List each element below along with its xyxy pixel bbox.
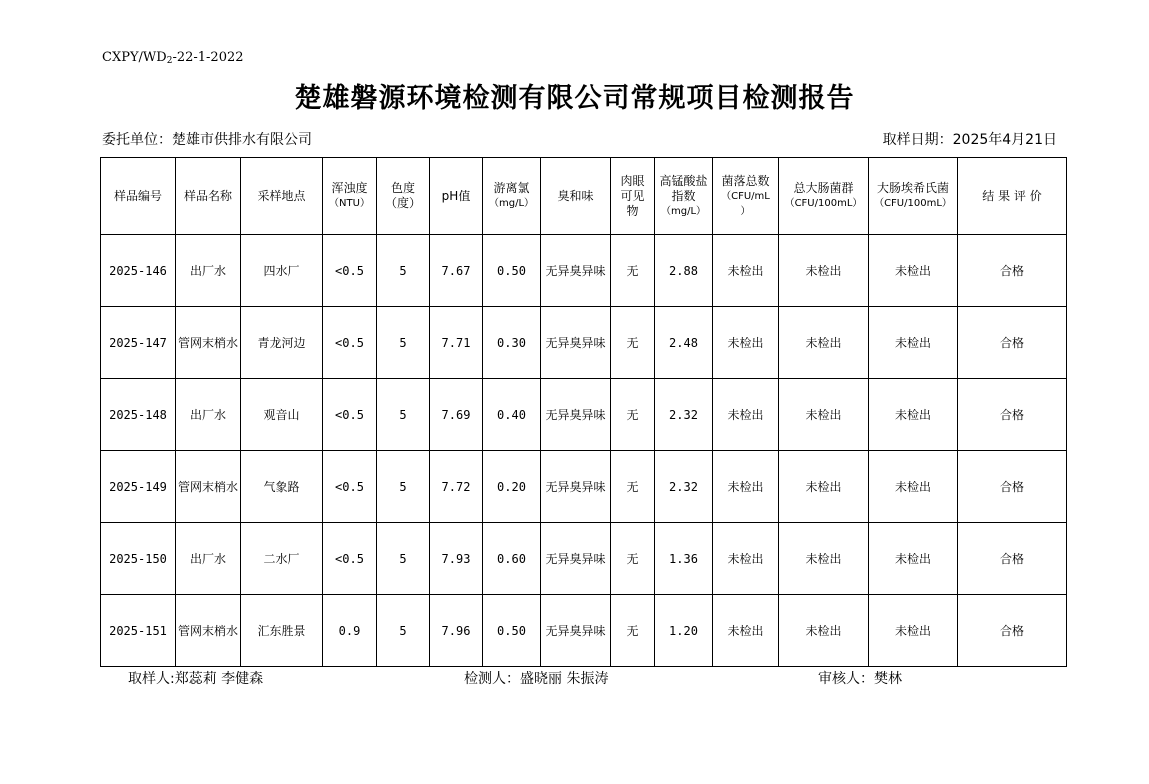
- cell-permanganate: 1.20: [655, 595, 713, 667]
- cell-result: 合格: [958, 235, 1067, 307]
- cell-permanganate: 1.36: [655, 523, 713, 595]
- cell-ecoli: 未检出: [869, 451, 958, 523]
- cell-visible-matter: 无: [611, 595, 655, 667]
- cell-turbidity: <0.5: [323, 235, 377, 307]
- cell-location: 二水厂: [241, 523, 323, 595]
- header-odor: 臭和味: [541, 158, 611, 235]
- doc-code-suffix: -22-1-2022: [172, 50, 244, 65]
- cell-colony-count: 未检出: [713, 451, 779, 523]
- cell-ph: 7.67: [430, 235, 483, 307]
- table-row: [101, 379, 1067, 451]
- sampler-signature: 取样人:郑蕊莉 李健森: [128, 671, 264, 687]
- header-permanganate: 高锰酸盐 指数 （mg/L）: [655, 158, 713, 235]
- cell-result: 合格: [958, 307, 1067, 379]
- cell-color: 5: [377, 451, 430, 523]
- cell-turbidity: <0.5: [323, 451, 377, 523]
- table-row: [101, 523, 1067, 595]
- cell-permanganate: 2.32: [655, 379, 713, 451]
- cell-chlorine: 0.50: [483, 235, 541, 307]
- cell-sample-no: 2025-149: [101, 451, 176, 523]
- cell-color: 5: [377, 595, 430, 667]
- client-info: [102, 129, 312, 149]
- cell-odor: 无异臭异味: [541, 451, 611, 523]
- cell-ecoli: 未检出: [869, 379, 958, 451]
- cell-colony-count: 未检出: [713, 595, 779, 667]
- cell-odor: 无异臭异味: [541, 379, 611, 451]
- cell-result: 合格: [958, 451, 1067, 523]
- header-coliform: 总大肠菌群 （CFU/100mL）: [779, 158, 869, 235]
- cell-coliform: 未检出: [779, 595, 869, 667]
- cell-ph: 7.72: [430, 451, 483, 523]
- cell-colony-count: 未检出: [713, 523, 779, 595]
- cell-sample-no: 2025-148: [101, 379, 176, 451]
- header-sample-no: 样品编号: [101, 158, 176, 235]
- cell-location: 观音山: [241, 379, 323, 451]
- cell-sample-name: 出厂水: [176, 523, 241, 595]
- cell-sample-no: 2025-151: [101, 595, 176, 667]
- cell-ph: 7.96: [430, 595, 483, 667]
- cell-ecoli: 未检出: [869, 523, 958, 595]
- cell-ecoli: 未检出: [869, 307, 958, 379]
- table-row: [101, 451, 1067, 523]
- cell-colony-count: 未检出: [713, 307, 779, 379]
- cell-visible-matter: 无: [611, 235, 655, 307]
- cell-coliform: 未检出: [779, 235, 869, 307]
- client-name: 楚雄市供排水有限公司: [172, 132, 312, 148]
- cell-permanganate: 2.32: [655, 451, 713, 523]
- header-color: 色度 （度）: [377, 158, 430, 235]
- cell-sample-name: 管网末梢水: [176, 307, 241, 379]
- cell-ph: 7.71: [430, 307, 483, 379]
- cell-colony-count: 未检出: [713, 379, 779, 451]
- cell-visible-matter: 无: [611, 307, 655, 379]
- report-title: 楚雄磐源环境检测有限公司常规项目检测报告: [294, 83, 855, 114]
- cell-location: 汇东胜景: [241, 595, 323, 667]
- cell-result: 合格: [958, 523, 1067, 595]
- header-sample-name: 样品名称: [176, 158, 241, 235]
- cell-coliform: 未检出: [779, 523, 869, 595]
- cell-sample-no: 2025-147: [101, 307, 176, 379]
- cell-color: 5: [377, 235, 430, 307]
- cell-location: 青龙河边: [241, 307, 323, 379]
- cell-location: 四水厂: [241, 235, 323, 307]
- cell-sample-no: 2025-146: [101, 235, 176, 307]
- cell-turbidity: <0.5: [323, 379, 377, 451]
- cell-sample-name: 出厂水: [176, 235, 241, 307]
- header-location: 采样地点: [241, 158, 323, 235]
- table-row: [101, 595, 1067, 667]
- header-turbidity: 浑浊度 （NTU）: [323, 158, 377, 235]
- cell-odor: 无异臭异味: [541, 307, 611, 379]
- cell-result: 合格: [958, 379, 1067, 451]
- table-row: [101, 307, 1067, 379]
- header-chlorine: 游离氯 （mg/L）: [483, 158, 541, 235]
- header-visible-matter: 肉眼 可见 物: [611, 158, 655, 235]
- client-label: 委托单位：: [102, 132, 172, 148]
- cell-coliform: 未检出: [779, 379, 869, 451]
- cell-color: 5: [377, 307, 430, 379]
- sampling-date: 2025年4月21日: [952, 132, 1057, 148]
- cell-coliform: 未检出: [779, 451, 869, 523]
- cell-visible-matter: 无: [611, 451, 655, 523]
- sampling-date-info: [883, 129, 1057, 149]
- header-colony-count: 菌落总数 （CFU/mL ）: [713, 158, 779, 235]
- cell-location: 气象路: [241, 451, 323, 523]
- cell-sample-name: 管网末梢水: [176, 595, 241, 667]
- table-header-row: [101, 158, 1067, 235]
- table-row: [101, 235, 1067, 307]
- header-result: 结 果 评 价: [958, 158, 1067, 235]
- cell-coliform: 未检出: [779, 307, 869, 379]
- reviewer-signature: 审核人：樊林: [818, 671, 902, 687]
- cell-permanganate: 2.88: [655, 235, 713, 307]
- cell-odor: 无异臭异味: [541, 523, 611, 595]
- cell-odor: 无异臭异味: [541, 595, 611, 667]
- date-label: 取样日期：: [882, 132, 953, 148]
- header-ecoli: 大肠埃希氏菌 （CFU/100mL）: [869, 158, 958, 235]
- cell-visible-matter: 无: [611, 523, 655, 595]
- cell-ecoli: 未检出: [869, 595, 958, 667]
- cell-permanganate: 2.48: [655, 307, 713, 379]
- cell-sample-name: 出厂水: [176, 379, 241, 451]
- cell-chlorine: 0.20: [483, 451, 541, 523]
- cell-result: 合格: [958, 595, 1067, 667]
- cell-chlorine: 0.60: [483, 523, 541, 595]
- cell-ph: 7.69: [430, 379, 483, 451]
- cell-ecoli: 未检出: [869, 235, 958, 307]
- header-ph: pH值: [430, 158, 483, 235]
- test-results-table: [100, 157, 1067, 667]
- cell-chlorine: 0.50: [483, 595, 541, 667]
- cell-chlorine: 0.30: [483, 307, 541, 379]
- document-code: [102, 50, 244, 66]
- cell-odor: 无异臭异味: [541, 235, 611, 307]
- cell-color: 5: [377, 523, 430, 595]
- cell-turbidity: 0.9: [323, 595, 377, 667]
- cell-visible-matter: 无: [611, 379, 655, 451]
- cell-turbidity: <0.5: [323, 307, 377, 379]
- cell-turbidity: <0.5: [323, 523, 377, 595]
- tester-signature: 检测人：盛晓丽 朱振涛: [464, 671, 609, 687]
- cell-color: 5: [377, 379, 430, 451]
- cell-chlorine: 0.40: [483, 379, 541, 451]
- cell-colony-count: 未检出: [713, 235, 779, 307]
- doc-code-prefix: CXPY/WD: [102, 50, 167, 65]
- cell-sample-no: 2025-150: [101, 523, 176, 595]
- doc-code-subscript: 2: [166, 56, 173, 66]
- cell-ph: 7.93: [430, 523, 483, 595]
- cell-sample-name: 管网末梢水: [176, 451, 241, 523]
